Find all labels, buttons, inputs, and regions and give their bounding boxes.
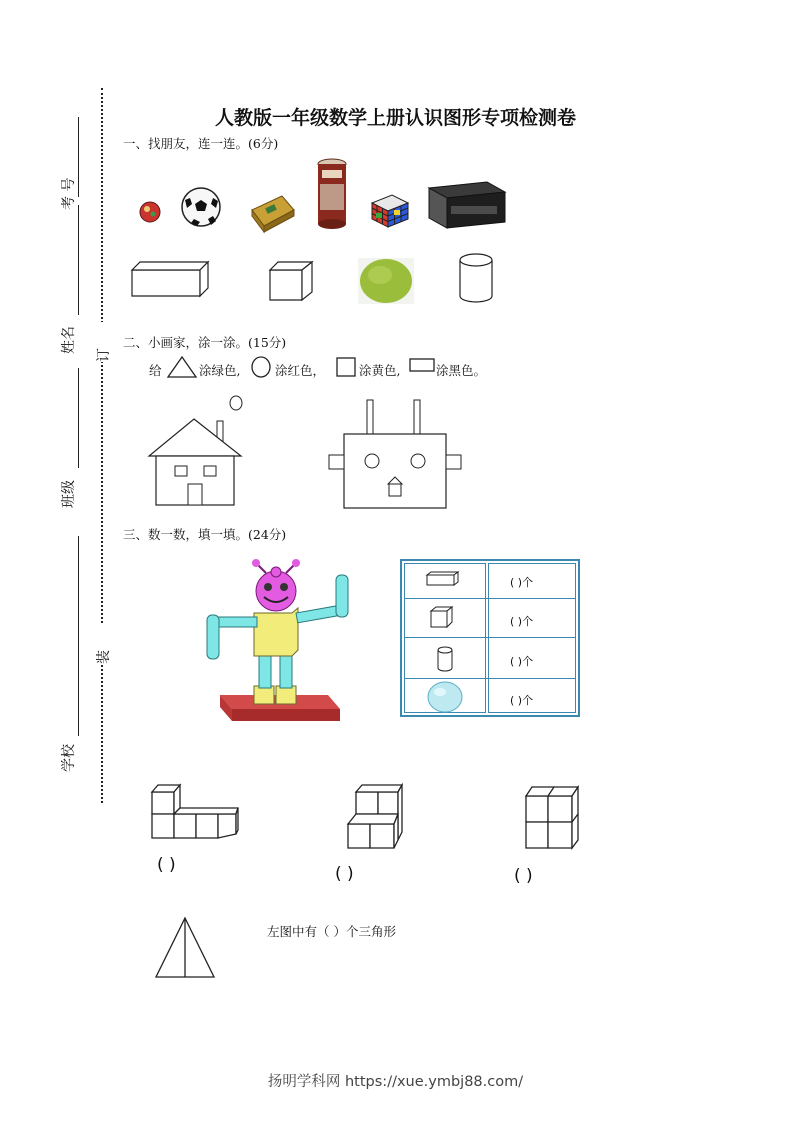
robot-model-picture — [212, 553, 362, 725]
table-cuboid-icon — [426, 571, 460, 587]
row-divider-3 — [404, 678, 576, 679]
cuboid-shape-icon — [130, 260, 210, 298]
cube-shape-icon — [268, 260, 316, 302]
page-title: 人教版一年级数学上册认识图形专项检测卷 — [214, 107, 576, 129]
soccer-ball-icon — [180, 186, 222, 228]
black-box-icon — [427, 180, 507, 232]
rect-legend-icon — [409, 358, 435, 372]
cylinder-count-answer[interactable]: ( )个 — [510, 655, 534, 668]
can-icon — [316, 158, 348, 230]
circle-legend-icon — [250, 356, 272, 378]
binding-ding-label: 订 — [93, 322, 113, 362]
block-stack-1 — [148, 782, 244, 844]
table-cylinder-icon — [437, 646, 453, 672]
rect-color-text: 涂黑色。 — [436, 363, 487, 378]
row-divider-2 — [404, 637, 576, 638]
name-line — [78, 205, 79, 315]
table-cube-icon — [430, 606, 454, 628]
binding-dotted-line — [101, 88, 103, 803]
class-label: 班级 — [61, 480, 77, 508]
section3-heading: 三、数一数，填一填。(24分) — [123, 527, 287, 542]
table-sphere-icon — [426, 681, 464, 713]
binding-zhuang-label: 装 — [93, 624, 113, 664]
school-label: 学校 — [61, 744, 77, 772]
class-line — [78, 368, 79, 468]
house-drawing — [146, 392, 246, 510]
blank-stack-1[interactable]: ( ) — [157, 855, 176, 875]
name-label: 姓名 — [61, 326, 77, 354]
matchbox-icon — [248, 192, 298, 232]
square-legend-icon — [336, 357, 356, 377]
school-line — [78, 536, 79, 736]
block-stack-2 — [344, 782, 406, 852]
triangle-legend-icon — [167, 356, 197, 378]
row-divider-1 — [404, 598, 576, 599]
exam-no-label: 考 号 — [61, 177, 77, 210]
robot-face-drawing — [326, 398, 466, 510]
section2-heading: 二、小画家，涂一涂。(15分) — [123, 335, 287, 350]
triangle-count-figure — [154, 916, 216, 980]
count-table — [400, 559, 580, 717]
square-color-text: 涂黄色, — [359, 363, 401, 378]
triangle-question: 左图中有（ ）个三角形 — [267, 924, 396, 939]
circle-color-text: 涂红色， — [275, 363, 326, 378]
blank-stack-3[interactable]: ( ) — [514, 866, 533, 886]
blank-stack-2[interactable]: ( ) — [335, 864, 354, 884]
block-stack-3 — [524, 784, 580, 852]
cylinder-shape-icon — [458, 252, 496, 304]
triangle-color-text: 涂绿色, — [199, 363, 241, 378]
footer-watermark: 扬明学科网 https://xue.ymbj88.com/ — [267, 1074, 524, 1090]
sphere-count-answer[interactable]: ( )个 — [510, 694, 534, 707]
cube-count-answer[interactable]: ( )个 — [510, 615, 534, 628]
give-text: 给 — [149, 363, 162, 378]
sphere-shape-icon — [358, 258, 414, 304]
rubik-cube-icon — [370, 193, 410, 229]
section1-heading: 一、找朋友，连一连。(6分) — [123, 136, 279, 151]
small-ball-icon — [138, 200, 162, 224]
cuboid-count-answer[interactable]: ( )个 — [510, 576, 534, 589]
